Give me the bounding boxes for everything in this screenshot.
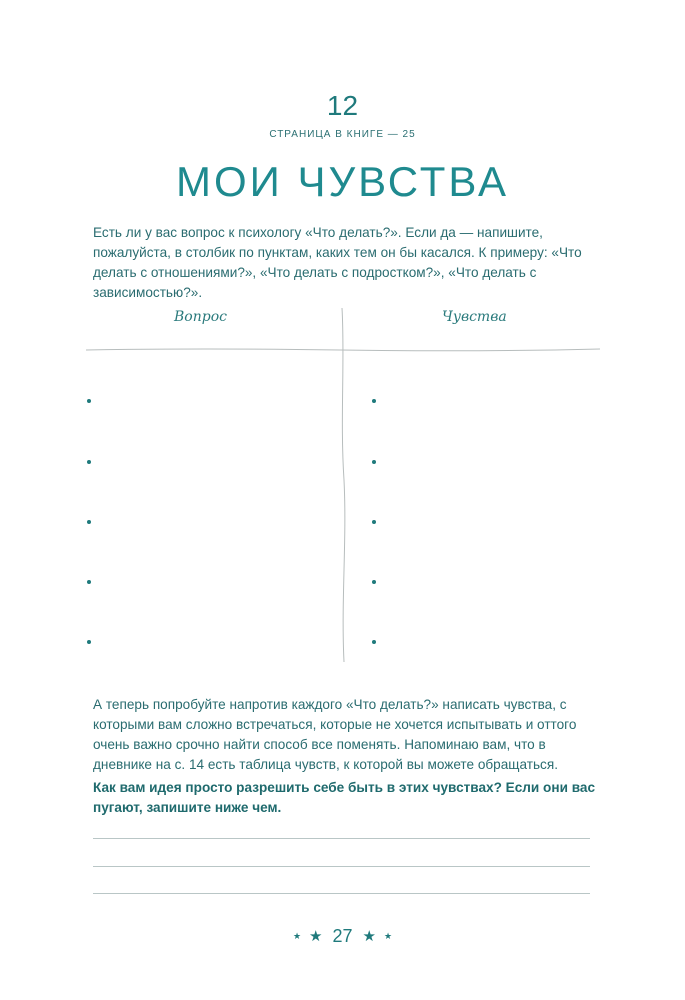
star-icon: ★ [309,928,323,946]
bullet-left-2 [87,460,91,464]
book-page-reference: СТРАНИЦА В КНИГЕ — 25 [269,129,416,140]
bullet-left-4 [87,580,91,584]
star-icon: ★ [383,930,393,941]
page-footer [0,925,685,947]
page-number: 27 [332,925,353,946]
bullet-right-1 [372,399,376,403]
bullet-left-3 [87,520,91,524]
bullet-right-5 [372,640,376,644]
bullet-left-5 [87,640,91,644]
followup-paragraph: А теперь попробуйте напротив каждого «Что делать?» написать чувства, с которыми вам сложно встречаться, которые не хочется испытывать и оттого очень важно срочно найти способ все поменять. Напоминаю вам, что в дневнике на с. 14 есть таблица чувств, к которой вы можете обращаться. [93,697,577,772]
write-line-3[interactable] [93,893,590,894]
bullet-right-4 [372,580,376,584]
bullet-right-3 [372,520,376,524]
column-header-feelings: Чувства [442,309,507,325]
bullet-left-1 [87,399,91,403]
page-title: МОИ ЧУВСТВА [175,158,510,205]
chapter-number: 12 [326,90,359,121]
star-icon: ★ [362,928,376,946]
table-grid [0,300,685,670]
bullet-right-2 [372,460,376,464]
column-header-question: Вопрос [174,309,227,325]
write-line-2[interactable] [93,866,590,867]
star-icon: ★ [292,930,302,941]
write-line-1[interactable] [93,838,590,839]
table-column-divider [342,308,345,662]
intro-paragraph: Есть ли у вас вопрос к психологу «Что делать?». Если да — напишите, пожалуйста, в столбик по пунктам, каких тем он бы касался. К примеру: «Что делать с отношениями?», «Что делать с подростком?», «Что делать с зависимостью?». [93,225,582,300]
reflection-question: Как вам идея просто разрешить себе быть в этих чувствах? Если они вас пугают, запишите ниже чем. [93,780,596,815]
